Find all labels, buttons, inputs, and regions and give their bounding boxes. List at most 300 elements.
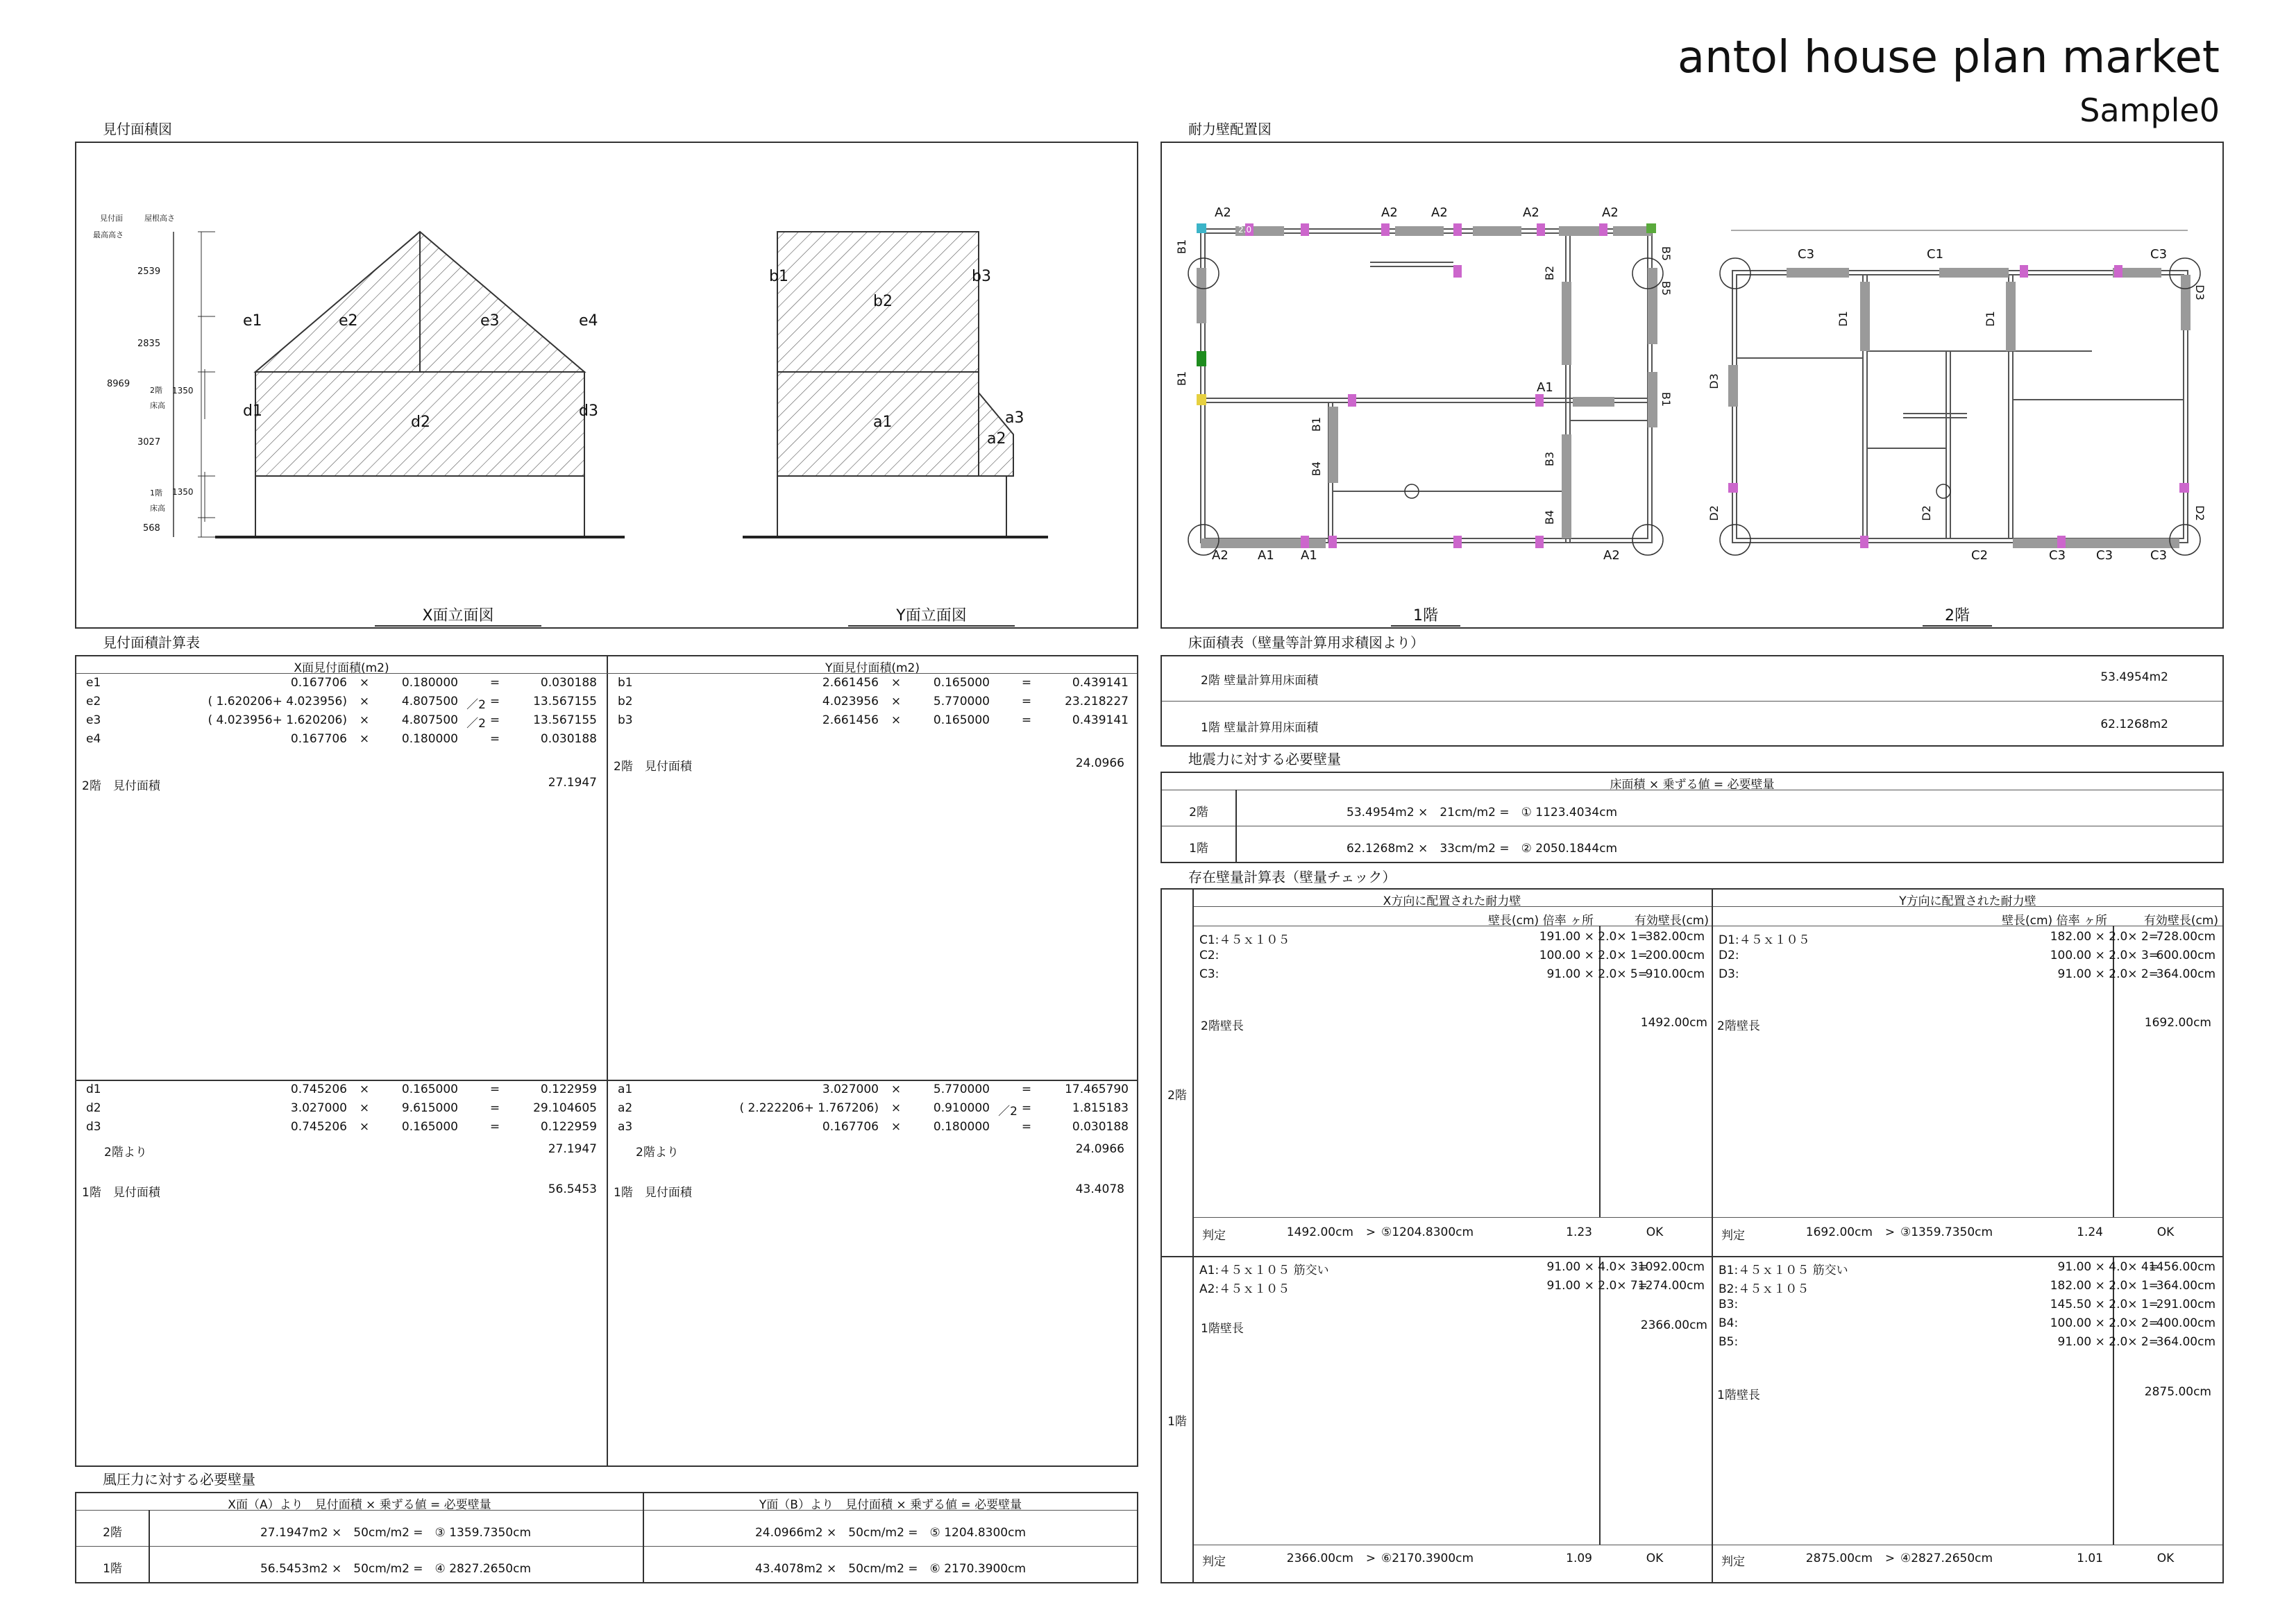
plan-f1-inner-b4a: B4 [1310,461,1324,477]
plan-f2-top-0: C3 [1798,247,1815,262]
elev-label-d1: d1 [243,402,262,420]
table-row [608,695,1137,713]
row-op: × [359,1101,370,1115]
row-b: 0.180000 [401,676,458,690]
judge-op: > [1365,1552,1376,1565]
fuuatsu-f1: 1階 [103,1562,122,1576]
row-a: 3.027000 [290,1101,347,1115]
section-yuka-menseki: 床面積表（壁量等計算用求積図より） [1188,634,1424,651]
plan-caption-f1: 1階 [1391,604,1460,627]
sonzai-f2-x-total-label: 2階壁長 [1201,1019,1244,1033]
section-taiyoku-zu: 耐力壁配置図 [1188,121,1272,137]
elev-hdr-saikou: 最高高さ [93,230,124,239]
plan-f2-bottom-2: C3 [2096,548,2113,563]
elev-label-b3: b3 [972,268,991,285]
table-row [608,1120,1137,1138]
table-row [1194,1260,1710,1278]
row-a: ( 2.222206+ 1.767206) [739,1101,879,1115]
wall-calc: 182.00 × 2.0× 1= [2050,1279,2159,1293]
jishin-f2-value: 53.4954m2 × 21cm/m2 = ① 1123.4034cm [1347,806,1618,819]
row-eq: = [1021,1082,1032,1096]
table-row [76,713,607,731]
brand-title: antol house plan market [1677,32,2220,83]
judge-op: > [1884,1225,1896,1239]
wall-calc: 145.50 × 2.0× 1= [2050,1298,2159,1311]
plan-f1-top-0: A2 [1215,205,1231,220]
wall-calc: 91.00 × 2.0× 2= [2057,967,2159,981]
fuuatsu-table [75,1492,1138,1583]
elev-floor1: 1階 [150,488,162,498]
elev-hdr-mitsuke: 見付面 [100,214,123,223]
mitsuke-y-from-label: 2階より [636,1146,679,1159]
row-value: 29.104605 [533,1101,597,1115]
elev-yuka1: 床高 [150,504,165,513]
row-name: a3 [618,1120,633,1134]
plan-f2-inner-d2: D2 [1919,505,1933,521]
section-mitsuke-keisan: 見付面積計算表 [103,634,200,651]
wall-name: A1:４５ｘ１０５ 筋交い [1199,1264,1329,1277]
row-name: b1 [618,676,633,690]
row-name: e3 [86,713,101,727]
mitsuke-x-top-total-label: 2階 見付面積 [82,779,160,793]
fuuatsu-f2-x: 27.1947m2 × 50cm/m2 = ③ 1359.7350cm [260,1526,532,1540]
wall-name: B3: [1719,1298,1739,1311]
mitsuke-y-top-total-label: 2階 見付面積 [614,760,692,774]
plan-f1-right-0: B5 [1660,246,1673,262]
row-value: 0.122959 [540,1120,597,1134]
plan-mark-sample: 2.0 [1238,225,1252,235]
wall-value: 400.00cm [2156,1316,2215,1330]
row-op: × [890,695,902,708]
row-value: 17.465790 [1065,1082,1129,1096]
plan-f1-inner-b3: B3 [1543,451,1557,467]
wall-calc: 191.00 × 2.0× 1= [1539,930,1648,944]
wall-calc: 91.00 × 4.0× 3= [1546,1260,1648,1274]
row-name: d3 [86,1120,101,1134]
plan-f2-top-2: C3 [2150,247,2168,262]
table-row [76,1082,607,1101]
plan-f2-inner-d1a: D1 [1836,311,1850,327]
plan-f1-inner-b4b: B4 [1543,509,1557,525]
row-eq: = [489,1120,500,1134]
mitsuke-x-bot-total: 56.5453 [548,1182,597,1196]
wall-value: 382.00cm [1645,930,1705,944]
wall-name: C2: [1199,949,1219,962]
wall-name: B4: [1719,1316,1739,1330]
plan-f2-top-1: C1 [1927,247,1944,262]
row-name: d2 [86,1101,101,1115]
jishin-f1-value: 62.1268m2 × 33cm/m2 = ② 2050.1844cm [1347,842,1618,856]
row-op: × [890,713,902,727]
fuuatsu-y-hdr: Y面（B）より 見付面積 × 乗ずる値 = 必要壁量 [759,1498,1022,1512]
row-b: 0.910000 [933,1101,990,1115]
elev-dim-2835: 2835 [137,339,161,349]
row-op: × [890,1120,902,1134]
row-a: 3.027000 [822,1082,879,1096]
plan-f2-right-1: D2 [2193,505,2206,521]
row-name: e1 [86,676,101,690]
row-div: ／2 [466,717,486,731]
table-row [1713,930,2221,948]
plan-f1-bottom-1: A1 [1258,548,1274,563]
mitsuke-x-from: 27.1947 [548,1142,597,1156]
plan-f1-inner-a1: A1 [1537,380,1553,395]
section-fuuatsu: 風圧力に対する必要壁量 [103,1471,255,1488]
sonzai-f2-y-total-label: 2階壁長 [1717,1019,1760,1033]
yuka-f2-label: 2階 壁量計算用床面積 [1201,674,1319,688]
mitsuke-y-bot-total-label: 1階 見付面積 [614,1186,692,1200]
elev-y-caption: Y面立面図 [848,604,1015,627]
sonzai-f2-y-total: 1692.00cm [2144,1016,2211,1030]
mitsuke-y-title: Y面見付面積(m2) [825,661,920,675]
judge-ok: OK [2156,1552,2175,1565]
row-op: × [359,695,370,708]
yuka-table [1160,655,2224,747]
judge-op: > [1884,1552,1896,1565]
row-eq: = [489,695,500,708]
plan-f2-bottom-3: C3 [2150,548,2168,563]
elev-dim-2539: 2539 [137,266,161,277]
row-eq: = [1021,713,1032,727]
wall-name: B1:４５ｘ１０５ 筋交い [1719,1264,1848,1277]
row-eq: = [1021,1120,1032,1134]
table-row [1713,1335,2221,1353]
elev-dim-1350a: 1350 [172,386,194,396]
mitsuke-x-title: X面見付面積(m2) [294,661,389,675]
judge-required: ⑤1204.8300cm [1381,1225,1474,1239]
row-a: 0.167706 [290,676,347,690]
elev-label-a1: a1 [873,414,893,431]
jishin-f2: 2階 [1189,806,1208,819]
table-row [1713,1316,2221,1334]
yuka-f2-value: 53.4954m2 [2100,670,2168,684]
wall-value: 1456.00cm [2148,1260,2215,1274]
judge-ratio: 1.01 [2077,1552,2103,1565]
plan-f1-top-4: A2 [1602,205,1619,220]
plan-f1-left-0: B1 [1175,239,1189,255]
sonzai-x-hdr: X方向に配置された耐力壁 [1383,894,1521,908]
row-b: 0.180000 [401,732,458,746]
row-a: 4.023956 [822,695,879,708]
table-row [608,676,1137,694]
row-a: 0.167706 [822,1120,879,1134]
jishin-f1: 1階 [1189,842,1208,856]
jishin-table [1160,772,2224,863]
row-op: × [890,676,902,690]
judge-label: 判定 [1202,1229,1226,1243]
judge-ratio: 1.23 [1566,1225,1592,1239]
row-div: ／2 [998,1105,1018,1119]
row-a: ( 1.620206+ 4.023956) [208,695,347,708]
table-row [76,676,607,694]
wall-calc: 91.00 × 2.0× 5= [1546,967,1648,981]
row-a: ( 4.023956+ 1.620206) [208,713,347,727]
elev-floor2: 2階 [150,386,162,395]
row-value: 0.030188 [540,732,597,746]
wall-name: D1:４５ｘ１０５ [1719,933,1810,947]
table-row [1194,930,1710,948]
table-row [1713,1279,2221,1297]
mitsuke-y-from: 24.0966 [1075,1142,1124,1156]
fuuatsu-x-hdr: X面（A）より 見付面積 × 乗ずる値 = 必要壁量 [228,1498,491,1512]
judge-label: 判定 [1721,1555,1745,1569]
judge-ok: OK [1646,1552,1664,1565]
plan-f1-bottom-0: A2 [1212,548,1229,563]
row-name: a2 [618,1101,633,1115]
elev-label-a3: a3 [1005,409,1024,427]
sonzai-f1-x-total-label: 1階壁長 [1201,1322,1244,1336]
judge-required: ③1359.7350cm [1900,1225,1993,1239]
table-row [608,1082,1137,1101]
elev-dim-total: 8969 [107,379,130,389]
row-b: 0.165000 [401,1120,458,1134]
row-b: 0.165000 [933,676,990,690]
row-b: 4.807500 [401,713,458,727]
wall-calc: 182.00 × 2.0× 2= [2050,930,2159,944]
table-row [1194,1279,1710,1297]
row-name: a1 [618,1082,633,1096]
plan-f2-inner-d1b: D1 [1983,311,1997,327]
elev-label-e2: e2 [339,312,358,330]
plan-f2-bottom-1: C3 [2049,548,2066,563]
wall-calc: 100.00 × 2.0× 3= [2050,949,2159,962]
wall-value: 600.00cm [2156,949,2215,962]
plan-panel [1160,142,2224,629]
elev-label-b1: b1 [769,268,788,285]
row-value: 0.122959 [540,1082,597,1096]
sonzai-y-sub1: 壁長(cm) 倍率 ヶ所 [2002,914,2107,928]
plan-f1-top-3: A2 [1523,205,1539,220]
row-value: 23.218227 [1065,695,1129,708]
plan-f2-left-1: D2 [1707,505,1721,521]
row-a: 2.661456 [822,676,879,690]
judge-label: 判定 [1721,1229,1745,1243]
row-a: 2.661456 [822,713,879,727]
row-a: 0.745206 [290,1120,347,1134]
plan-f1-right-2: B1 [1660,391,1673,407]
table-row [1713,967,2221,985]
mitsuke-x-from-label: 2階より [104,1146,147,1159]
sonzai-f1-label: 1階 [1167,1415,1187,1429]
wall-name: D3: [1719,967,1739,981]
plan-f1-left-1: B1 [1175,371,1189,386]
row-value: 1.815183 [1072,1101,1129,1115]
jishin-hdr: 床面積 × 乗ずる値 = 必要壁量 [1610,778,1775,792]
plan-caption-f2: 2階 [1923,604,1992,627]
judge-required: ⑥2170.3900cm [1381,1552,1474,1565]
elev-label-a2: a2 [987,430,1006,448]
table-row [1713,949,2221,967]
judge-ok: OK [2156,1225,2175,1239]
row-eq: = [1021,695,1032,708]
table-row [1713,1260,2221,1278]
judge-required: ④2827.2650cm [1900,1552,1993,1565]
wall-value: 200.00cm [1645,949,1705,962]
judge-label: 判定 [1202,1555,1226,1569]
mitsuke-x-bot-total-label: 1階 見付面積 [82,1186,160,1200]
wall-name: B2:４５ｘ１０５ [1719,1282,1809,1296]
section-mitsuke-zu: 見付面積図 [103,121,172,137]
row-b: 4.807500 [401,695,458,708]
row-name: d1 [86,1082,101,1096]
wall-value: 291.00cm [2156,1298,2215,1311]
row-value: 0.030188 [540,676,597,690]
elev-label-e3: e3 [480,312,500,330]
table-row [76,1120,607,1138]
elev-label-b2: b2 [873,293,893,310]
sonzai-y-sub2: 有効壁長(cm) [2143,914,2218,928]
sonzai-f1-y-total-label: 1階壁長 [1717,1388,1760,1402]
row-b: 0.165000 [933,713,990,727]
fuuatsu-f1-y: 43.4078m2 × 50cm/m2 = ⑥ 2170.3900cm [754,1562,1027,1576]
row-op: × [890,1082,902,1096]
table-row [1194,967,1710,985]
wall-name: B5: [1719,1335,1739,1349]
elev-label-d3: d3 [579,402,598,420]
row-b: 0.180000 [933,1120,990,1134]
plan-f1-inner-b1: B1 [1310,416,1324,432]
row-eq: = [1021,676,1032,690]
mitsuke-x-top-total: 27.1947 [548,776,597,790]
sonzai-f2-x-total: 1492.00cm [1640,1016,1707,1030]
row-op: × [359,1120,370,1134]
mitsuke-table [75,655,1138,1467]
wall-value: 910.00cm [1645,967,1705,981]
row-div: ／2 [466,698,486,712]
elev-label-d2: d2 [411,414,430,431]
row-b: 9.615000 [401,1101,458,1115]
table-row [76,1101,607,1119]
row-b: 0.165000 [401,1082,458,1096]
elev-x-caption: X面立面図 [375,604,541,627]
fuuatsu-f2-y: 24.0966m2 × 50cm/m2 = ⑤ 1204.8300cm [754,1526,1027,1540]
wall-value: 364.00cm [2156,1279,2215,1293]
table-row [608,1101,1137,1119]
judge-value: 2366.00cm [1286,1552,1353,1565]
wall-calc: 91.00 × 2.0× 7= [1546,1279,1648,1293]
wall-name: C3: [1199,967,1219,981]
plan-f1-inner-b2: B2 [1543,265,1557,281]
plan-f1-bottom-3: A2 [1603,548,1620,563]
table-row [1713,1298,2221,1316]
table-row [76,732,607,750]
plan-f1-right-1: B5 [1660,280,1673,296]
elev-dim-568: 568 [143,523,160,534]
sonzai-x-sub1: 壁長(cm) 倍率 ヶ所 [1488,914,1594,928]
wall-value: 364.00cm [2156,967,2215,981]
row-value: 0.439141 [1072,676,1129,690]
fuuatsu-f2: 2階 [103,1526,122,1540]
plan-f2-bottom-0: C2 [1971,548,1989,563]
row-eq: = [489,1082,500,1096]
wall-value: 1092.00cm [1637,1260,1705,1274]
plan-f2-right-0: D3 [2193,284,2206,300]
plan-f1-top-1: A2 [1381,205,1398,220]
judge-ok: OK [1646,1225,1664,1239]
wall-name: D2: [1719,949,1739,962]
wall-value: 728.00cm [2156,930,2215,944]
judge-value: 2875.00cm [1805,1552,1873,1565]
mitsuke-y-bot-total: 43.4078 [1075,1182,1124,1196]
wall-value: 1274.00cm [1637,1279,1705,1293]
elev-hdr-yane: 屋根高さ [144,214,175,223]
elev-yuka2: 床高 [150,401,165,410]
row-op: × [359,732,370,746]
row-op: × [359,713,370,727]
row-a: 0.745206 [290,1082,347,1096]
table-row [608,713,1137,731]
elevation-panel [75,142,1138,629]
wall-calc: 100.00 × 2.0× 2= [2050,1316,2159,1330]
elev-dim-3027: 3027 [137,437,161,448]
row-value: 13.567155 [533,695,597,708]
row-eq: = [489,676,500,690]
judge-value: 1492.00cm [1286,1225,1353,1239]
yuka-f1-label: 1階 壁量計算用床面積 [1201,721,1319,735]
row-op: × [890,1101,902,1115]
judge-ratio: 1.24 [2077,1225,2103,1239]
row-b: 5.770000 [933,1082,990,1096]
section-sonzai: 存在壁量計算表（壁量チェック） [1188,869,1396,885]
row-name: e2 [86,695,101,708]
plan-f1-bottom-2: A1 [1301,548,1317,563]
elev-label-e4: e4 [579,312,598,330]
yuka-f1-value: 62.1268m2 [2100,717,2168,731]
row-op: × [359,676,370,690]
fuuatsu-f1-x: 56.5453m2 × 50cm/m2 = ④ 2827.2650cm [260,1562,532,1576]
row-value: 13.567155 [533,713,597,727]
sonzai-f1-y-total: 2875.00cm [2144,1385,2211,1399]
wall-value: 364.00cm [2156,1335,2215,1349]
section-jishin: 地震力に対する必要壁量 [1188,751,1341,767]
row-b: 5.770000 [933,695,990,708]
plan-f2-left-0: D3 [1707,373,1721,389]
row-name: b3 [618,713,633,727]
sonzai-f2-label: 2階 [1167,1089,1187,1103]
mitsuke-y-top-total: 24.0966 [1075,756,1124,770]
table-row [1194,949,1710,967]
row-eq: = [489,1101,500,1115]
wall-calc: 91.00 × 2.0× 2= [2057,1335,2159,1349]
row-value: 0.030188 [1072,1120,1129,1134]
row-name: e4 [86,732,101,746]
wall-calc: 91.00 × 4.0× 4= [2057,1260,2159,1274]
sonzai-y-hdr: Y方向に配置された耐力壁 [1899,894,2036,908]
row-eq: = [489,732,500,746]
judge-op: > [1365,1225,1376,1239]
sonzai-f1-x-total: 2366.00cm [1640,1318,1707,1332]
row-op: × [359,1082,370,1096]
judge-value: 1692.00cm [1805,1225,1873,1239]
row-a: 0.167706 [290,732,347,746]
row-eq: = [489,713,500,727]
sample-name: Sample0 [2079,92,2220,129]
plan-f1-top-2: A2 [1431,205,1448,220]
judge-ratio: 1.09 [1566,1552,1592,1565]
row-name: b2 [618,695,633,708]
wall-name: C1:４５ｘ１０５ [1199,933,1290,947]
wall-calc: 100.00 × 2.0× 1= [1539,949,1648,962]
elevation-drawing [76,143,1137,627]
table-row [76,695,607,713]
sonzai-table [1160,888,2224,1583]
elev-dim-1350b: 1350 [172,487,194,497]
row-value: 0.439141 [1072,713,1129,727]
elev-label-e1: e1 [243,312,262,330]
wall-name: A2:４５ｘ１０５ [1199,1282,1290,1296]
sonzai-x-sub2: 有効壁長(cm) [1634,914,1709,928]
row-eq: = [1021,1101,1032,1115]
